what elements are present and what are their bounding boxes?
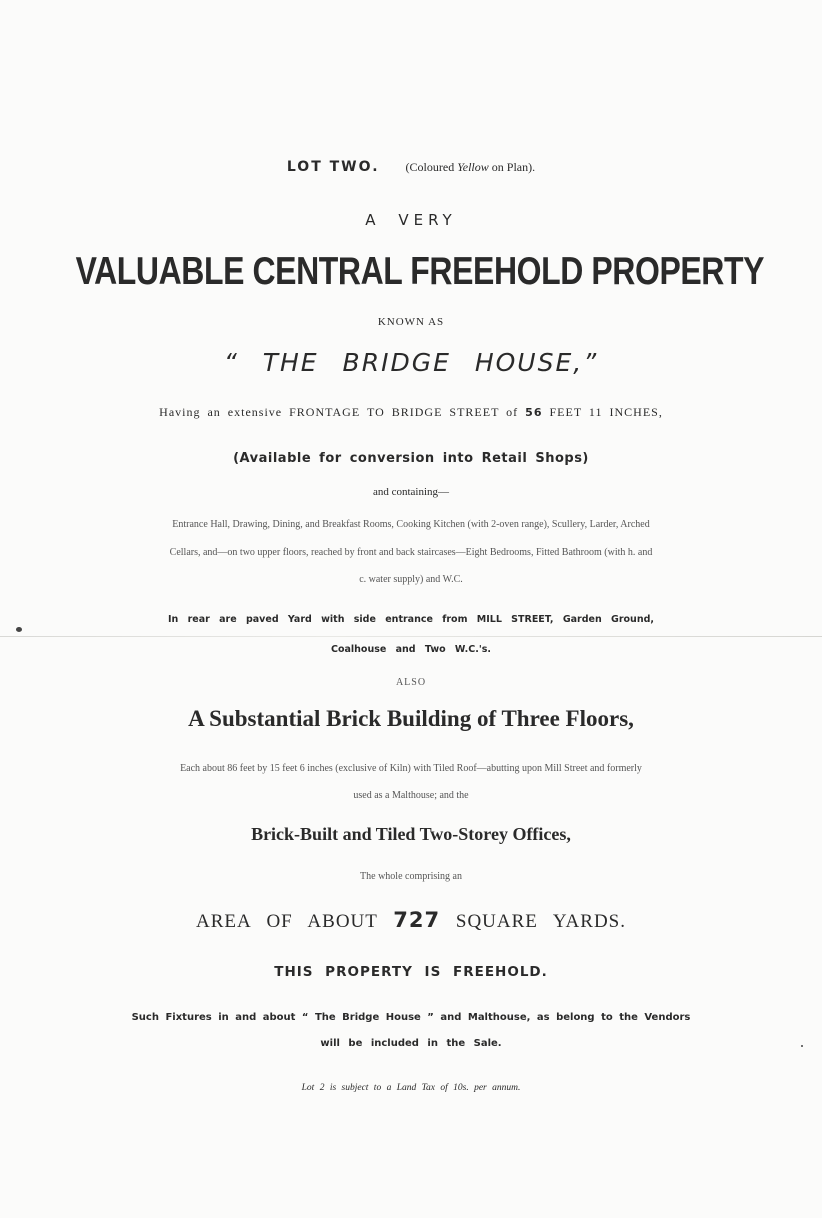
fixtures-line-2: will be included in the Sale. xyxy=(320,1038,502,1049)
lot-note xyxy=(406,160,536,174)
lot-note-post: on Plan). xyxy=(488,160,536,174)
area-text xyxy=(0,908,822,933)
fold-line xyxy=(0,636,822,637)
rooms-line-1: Entrance Hall, Drawing, Dining, and Breakfast Rooms, Cooking Kitchen (with 2-oven range), Scullery, Larder, Arched xyxy=(172,519,650,530)
containing-text: and containing— xyxy=(372,486,450,498)
rooms-line-3: c. water supply) and W.C. xyxy=(359,574,463,585)
lot-note-pre: (Coloured xyxy=(405,160,458,174)
conversion-note: (Available for conversion into Retail Shops) xyxy=(233,451,589,466)
building-desc-1: Each about 86 feet by 15 feet 6 inches (exclusive of Kiln) with Tiled Roof—abutting upon Mill Street and formerly xyxy=(180,763,642,774)
lot-note-colour: Yellow xyxy=(457,160,489,174)
area-post: SQUARE YARDS. xyxy=(440,911,626,932)
area-number: 727 xyxy=(393,908,441,932)
rear-line-1: In rear are paved Yard with side entrance from MILL STREET, Garden Ground, xyxy=(167,614,654,625)
known-as: KNOWN AS xyxy=(377,316,445,328)
comprising-text: The whole comprising an xyxy=(360,871,462,882)
frontage-post: FEET 11 INCHES, xyxy=(542,405,663,419)
frontage-text xyxy=(0,405,822,420)
offices-heading: Brick-Built and Tiled Two-Storey Offices, xyxy=(251,824,571,844)
main-title xyxy=(0,250,822,294)
rear-line-2: Coalhouse and Two W.C.'s. xyxy=(330,644,492,655)
main-title-text: VALUABLE CENTRAL FREEHOLD PROPERTY xyxy=(75,250,765,293)
intro-text: A VERY xyxy=(365,211,457,229)
frontage-pre: Having an extensive FRONTAGE TO BRIDGE STREET of xyxy=(159,405,526,419)
frontage-number: 56 xyxy=(525,406,543,419)
fixtures-line-1: Such Fixtures in and about “ The Bridge House ” and Malthouse, as belong to the Vendors xyxy=(131,1012,691,1023)
land-tax-note: Lot 2 is subject to a Land Tax of 10s. per annum. xyxy=(301,1083,521,1093)
also-text: ALSO xyxy=(395,677,427,688)
page-speck xyxy=(16,627,22,632)
lot-label: LOT TWO. xyxy=(286,159,380,175)
house-name: “ THE BRIDGE HOUSE,” xyxy=(223,348,599,377)
area-pre: AREA OF ABOUT xyxy=(196,911,394,932)
building-heading: A Substantial Brick Building of Three Floors, xyxy=(188,706,634,731)
rooms-line-2: Cellars, and—on two upper floors, reached by front and back staircases—Eight Bedrooms, Fitted Bathroom (with h. and xyxy=(169,547,653,558)
freehold-text: THIS PROPERTY IS FREEHOLD. xyxy=(274,964,548,980)
building-desc-2: used as a Malthouse; and the xyxy=(353,790,469,801)
lot-header xyxy=(0,158,822,176)
